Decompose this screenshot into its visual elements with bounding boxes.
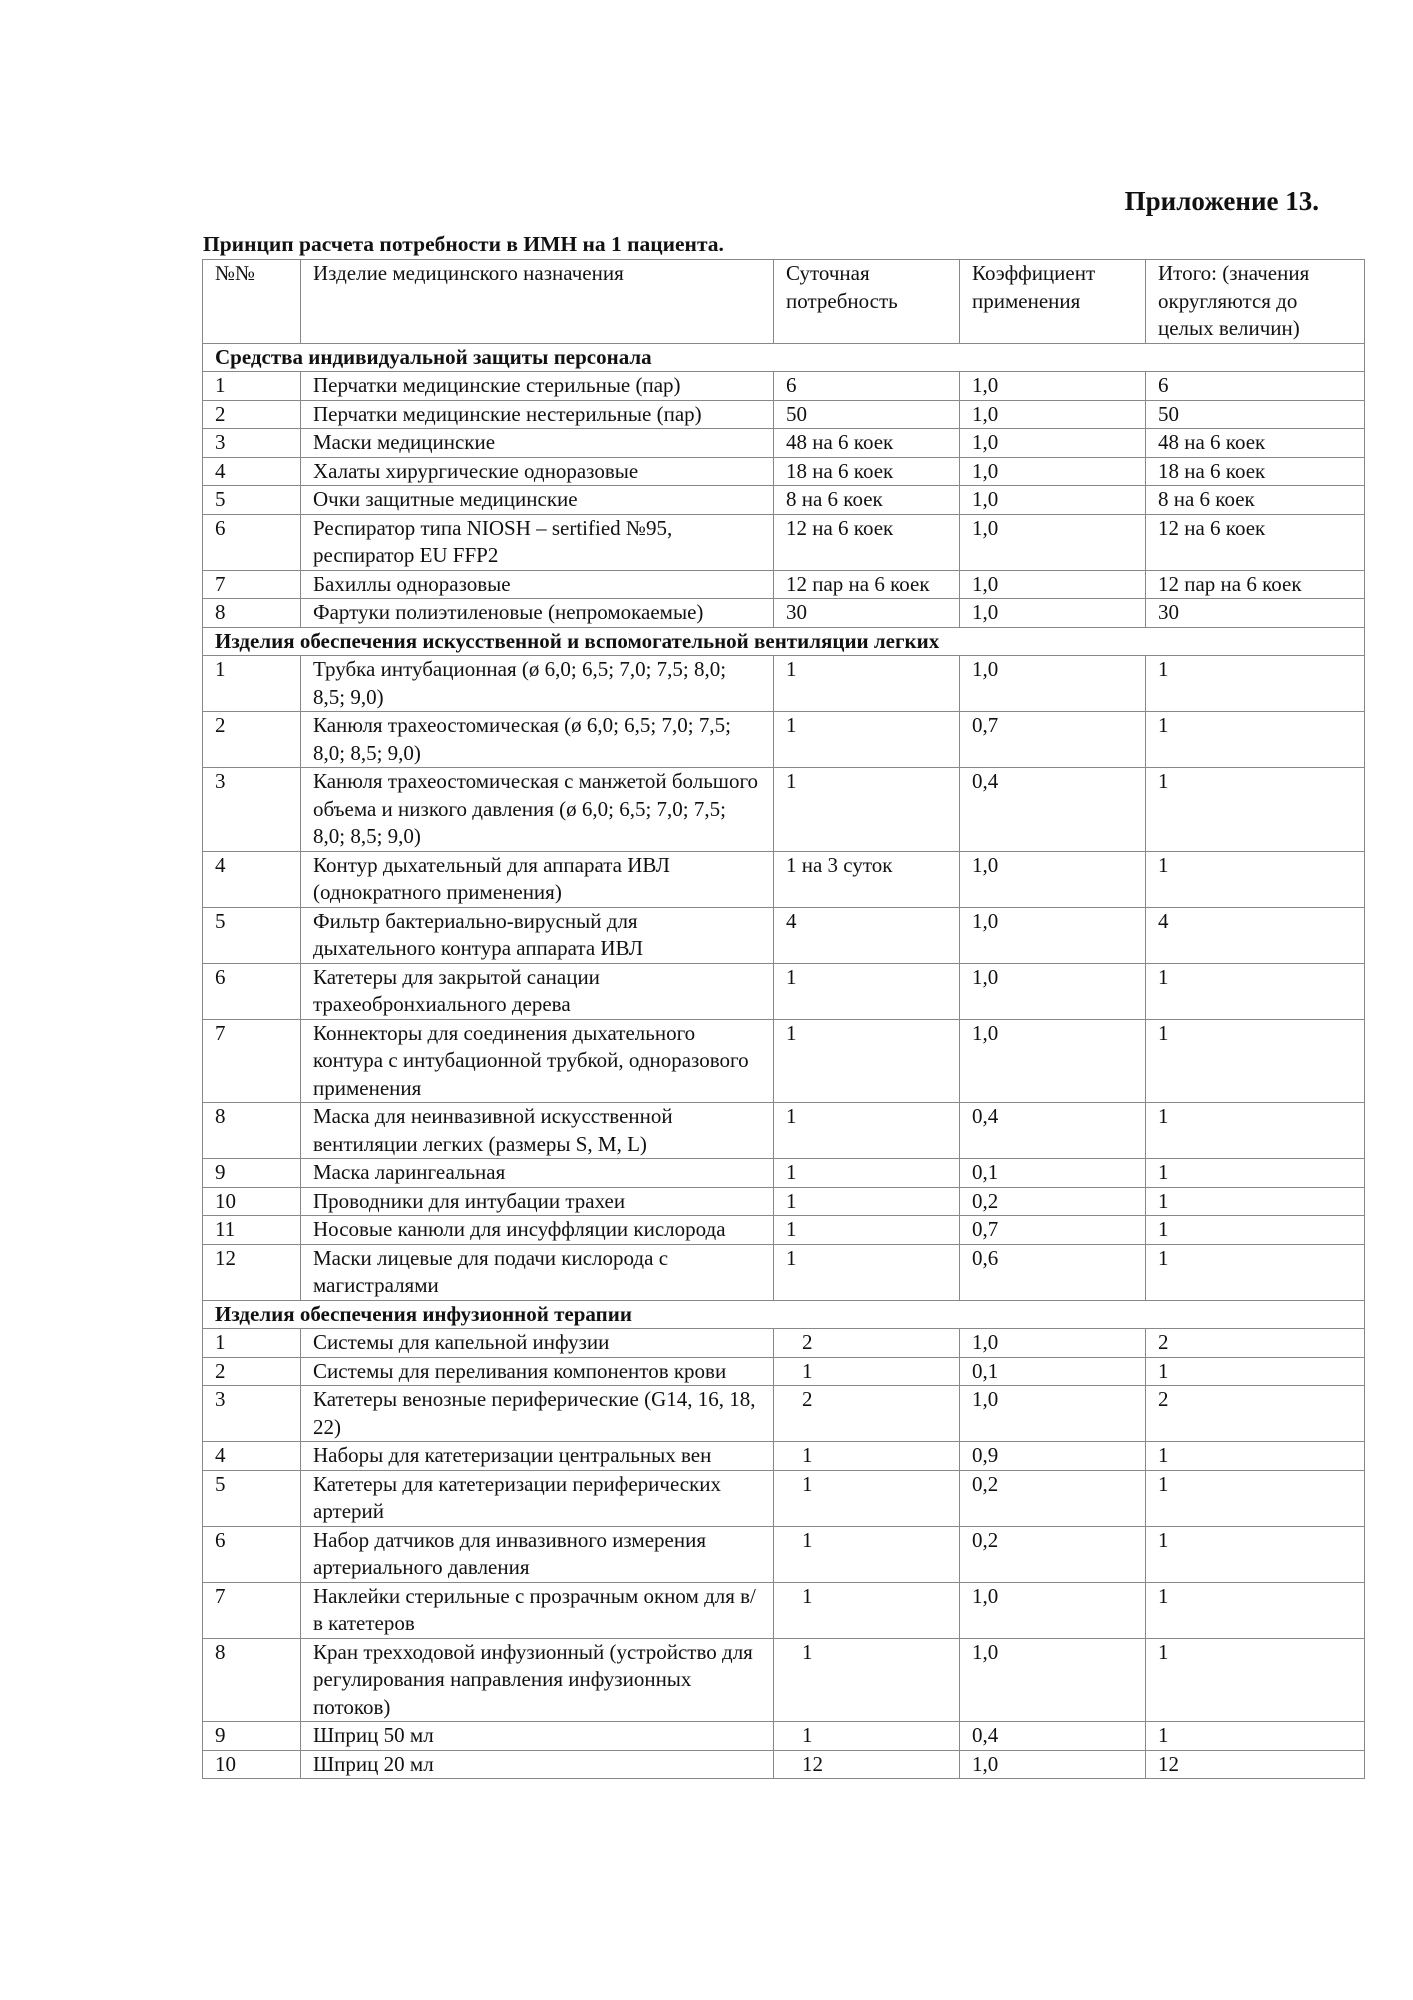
cell-total: 12 пар на 6 коек xyxy=(1146,570,1365,599)
cell-num: 2 xyxy=(203,1357,301,1386)
table-row xyxy=(203,400,1365,429)
cell-coef: 0,4 xyxy=(960,1722,1146,1751)
cell-item: Фартуки полиэтиленовые (непромокаемые) xyxy=(301,599,774,628)
cell-num: 8 xyxy=(203,1638,301,1722)
cell-num: 10 xyxy=(203,1187,301,1216)
cell-daily: 1 xyxy=(774,1244,960,1300)
table-row xyxy=(203,1244,1365,1300)
cell-item: Маски лицевые для подачи кислорода с магистралями xyxy=(301,1244,774,1300)
cell-item: Канюля трахеостомическая с манжетой большого объема и низкого давления (ø 6,0; 6,5; 7,0; 7,5; 8,0; 8,5; 9,0) xyxy=(301,768,774,852)
cell-item: Катетеры для закрытой санации трахеобронхиального дерева xyxy=(301,963,774,1019)
cell-total: 1 xyxy=(1146,1470,1365,1526)
section-header-row xyxy=(203,1300,1365,1329)
cell-daily: 1 xyxy=(774,1216,960,1245)
cell-daily: 1 xyxy=(774,1442,960,1471)
cell-coef: 0,4 xyxy=(960,1103,1146,1159)
cell-item: Маска для неинвазивной искусственной вентиляции легких (размеры S, M, L) xyxy=(301,1103,774,1159)
cell-total: 1 xyxy=(1146,1019,1365,1103)
cell-coef: 1,0 xyxy=(960,372,1146,401)
cell-total: 1 xyxy=(1146,1187,1365,1216)
cell-num: 1 xyxy=(203,372,301,401)
table-row xyxy=(203,1442,1365,1471)
appendix-label: Приложение 13. xyxy=(1124,186,1319,216)
cell-total: 6 xyxy=(1146,372,1365,401)
cell-item: Перчатки медицинские нестерильные (пар) xyxy=(301,400,774,429)
table-header xyxy=(203,260,1365,344)
table-row xyxy=(203,514,1365,570)
section-header-row xyxy=(203,343,1365,372)
cell-num: 2 xyxy=(203,400,301,429)
table-row xyxy=(203,1750,1365,1779)
cell-total: 50 xyxy=(1146,400,1365,429)
cell-item: Коннекторы для соединения дыхательного контура с интубационной трубкой, одноразового применения xyxy=(301,1019,774,1103)
cell-num: 3 xyxy=(203,429,301,458)
cell-item: Набор датчиков для инвазивного измерения артериального давления xyxy=(301,1526,774,1582)
section-header-row xyxy=(203,627,1365,656)
cell-coef: 0,6 xyxy=(960,1244,1146,1300)
cell-num: 11 xyxy=(203,1216,301,1245)
cell-coef: 1,0 xyxy=(960,599,1146,628)
cell-coef: 1,0 xyxy=(960,514,1146,570)
cell-total: 1 xyxy=(1146,851,1365,907)
cell-num: 2 xyxy=(203,712,301,768)
cell-daily: 6 xyxy=(774,372,960,401)
table-row xyxy=(203,1722,1365,1751)
cell-daily: 48 на 6 коек xyxy=(774,429,960,458)
cell-num: 6 xyxy=(203,1526,301,1582)
cell-total: 4 xyxy=(1146,907,1365,963)
section-title: Изделия обеспечения инфузионной терапии xyxy=(203,1300,1365,1329)
cell-daily: 12 пар на 6 коек xyxy=(774,570,960,599)
cell-item: Фильтр бактериально-вирусный для дыхательного контура аппарата ИВЛ xyxy=(301,907,774,963)
cell-coef: 1,0 xyxy=(960,429,1146,458)
cell-num: 9 xyxy=(203,1159,301,1188)
page-title: Принцип расчета потребности в ИМН на 1 пациента. xyxy=(203,232,724,256)
cell-coef: 1,0 xyxy=(960,907,1146,963)
cell-daily: 1 xyxy=(774,1722,960,1751)
cell-item: Халаты хирургические одноразовые xyxy=(301,457,774,486)
table-row xyxy=(203,1216,1365,1245)
cell-daily: 4 xyxy=(774,907,960,963)
cell-num: 12 xyxy=(203,1244,301,1300)
cell-total: 1 xyxy=(1146,1103,1365,1159)
cell-daily: 2 xyxy=(774,1386,960,1442)
cell-item: Очки защитные медицинские xyxy=(301,486,774,515)
cell-total: 1 xyxy=(1146,1159,1365,1188)
cell-item: Шприц 50 мл xyxy=(301,1722,774,1751)
table-row xyxy=(203,1019,1365,1103)
cell-item: Контур дыхательный для аппарата ИВЛ (однократного применения) xyxy=(301,851,774,907)
cell-num: 5 xyxy=(203,907,301,963)
cell-coef: 0,2 xyxy=(960,1526,1146,1582)
cell-total: 30 xyxy=(1146,599,1365,628)
cell-total: 2 xyxy=(1146,1386,1365,1442)
table-row xyxy=(203,570,1365,599)
cell-daily: 1 xyxy=(774,768,960,852)
cell-daily: 50 xyxy=(774,400,960,429)
table-row xyxy=(203,1386,1365,1442)
cell-daily: 1 xyxy=(774,1019,960,1103)
header-row xyxy=(203,260,1365,344)
cell-total: 1 xyxy=(1146,1638,1365,1722)
cell-daily: 1 xyxy=(774,963,960,1019)
cell-coef: 1,0 xyxy=(960,851,1146,907)
cell-item: Катетеры венозные периферические (G14, 16, 18, 22) xyxy=(301,1386,774,1442)
cell-coef: 1,0 xyxy=(960,1638,1146,1722)
cell-total: 48 на 6 коек xyxy=(1146,429,1365,458)
cell-item: Канюля трахеостомическая (ø 6,0; 6,5; 7,0; 7,5; 8,0; 8,5; 9,0) xyxy=(301,712,774,768)
cell-total: 1 xyxy=(1146,1216,1365,1245)
cell-item: Трубка интубационная (ø 6,0; 6,5; 7,0; 7,5; 8,0; 8,5; 9,0) xyxy=(301,656,774,712)
cell-coef: 1,0 xyxy=(960,1019,1146,1103)
table-row xyxy=(203,1329,1365,1358)
cell-coef: 0,7 xyxy=(960,712,1146,768)
cell-total: 12 xyxy=(1146,1750,1365,1779)
cell-daily: 1 xyxy=(774,1526,960,1582)
table-row xyxy=(203,1357,1365,1386)
cell-daily: 1 xyxy=(774,656,960,712)
cell-total: 1 xyxy=(1146,1244,1365,1300)
cell-num: 4 xyxy=(203,1442,301,1471)
cell-total: 1 xyxy=(1146,656,1365,712)
table-row xyxy=(203,1103,1365,1159)
cell-daily: 18 на 6 коек xyxy=(774,457,960,486)
table-row xyxy=(203,1187,1365,1216)
cell-coef: 1,0 xyxy=(960,570,1146,599)
table-row xyxy=(203,1470,1365,1526)
cell-item: Катетеры для катетеризации периферических артерий xyxy=(301,1470,774,1526)
cell-daily: 1 xyxy=(774,712,960,768)
header-daily: Суточная потребность xyxy=(774,260,960,344)
cell-item: Системы для капельной инфузии xyxy=(301,1329,774,1358)
cell-coef: 1,0 xyxy=(960,1329,1146,1358)
cell-num: 4 xyxy=(203,851,301,907)
cell-total: 1 xyxy=(1146,768,1365,852)
section-group xyxy=(203,343,1365,627)
cell-coef: 1,0 xyxy=(960,457,1146,486)
requirements-table xyxy=(202,259,1365,1779)
cell-num: 7 xyxy=(203,570,301,599)
cell-num: 6 xyxy=(203,963,301,1019)
cell-coef: 1,0 xyxy=(960,1386,1146,1442)
cell-daily: 12 на 6 коек xyxy=(774,514,960,570)
cell-num: 3 xyxy=(203,1386,301,1442)
cell-num: 8 xyxy=(203,599,301,628)
section-group xyxy=(203,627,1365,1300)
cell-coef: 1,0 xyxy=(960,656,1146,712)
cell-item: Перчатки медицинские стерильные (пар) xyxy=(301,372,774,401)
section-title: Средства индивидуальной защиты персонала xyxy=(203,343,1365,372)
cell-total: 1 xyxy=(1146,1526,1365,1582)
cell-total: 1 xyxy=(1146,712,1365,768)
cell-total: 8 на 6 коек xyxy=(1146,486,1365,515)
cell-item: Респиратор типа NIOSH – sertified №95, респиратор EU FFP2 xyxy=(301,514,774,570)
cell-num: 9 xyxy=(203,1722,301,1751)
cell-item: Системы для переливания компонентов крови xyxy=(301,1357,774,1386)
cell-num: 4 xyxy=(203,457,301,486)
cell-coef: 1,0 xyxy=(960,1750,1146,1779)
cell-coef: 0,1 xyxy=(960,1159,1146,1188)
cell-total: 1 xyxy=(1146,1582,1365,1638)
cell-daily: 1 xyxy=(774,1159,960,1188)
cell-daily: 1 xyxy=(774,1582,960,1638)
cell-item: Наклейки стерильные с прозрачным окном для в/в катетеров xyxy=(301,1582,774,1638)
cell-daily: 2 xyxy=(774,1329,960,1358)
cell-num: 5 xyxy=(203,1470,301,1526)
table-row xyxy=(203,372,1365,401)
cell-total: 1 xyxy=(1146,1357,1365,1386)
cell-num: 6 xyxy=(203,514,301,570)
cell-num: 1 xyxy=(203,656,301,712)
header-coef: Коэффициент применения xyxy=(960,260,1146,344)
cell-item: Наборы для катетеризации центральных вен xyxy=(301,1442,774,1471)
cell-daily: 1 xyxy=(774,1187,960,1216)
cell-total: 1 xyxy=(1146,963,1365,1019)
table-row xyxy=(203,963,1365,1019)
section-group xyxy=(203,1300,1365,1779)
table-row xyxy=(203,1638,1365,1722)
cell-coef: 0,2 xyxy=(960,1470,1146,1526)
table-row xyxy=(203,1582,1365,1638)
cell-num: 8 xyxy=(203,1103,301,1159)
cell-num: 1 xyxy=(203,1329,301,1358)
cell-coef: 0,4 xyxy=(960,768,1146,852)
cell-total: 1 xyxy=(1146,1722,1365,1751)
cell-coef: 1,0 xyxy=(960,400,1146,429)
cell-item: Маска ларингеальная xyxy=(301,1159,774,1188)
table-row xyxy=(203,599,1365,628)
cell-num: 5 xyxy=(203,486,301,515)
cell-daily: 30 xyxy=(774,599,960,628)
section-title: Изделия обеспечения искусственной и вспомогательной вентиляции легких xyxy=(203,627,1365,656)
table-row xyxy=(203,656,1365,712)
cell-coef: 0,2 xyxy=(960,1187,1146,1216)
table-row xyxy=(203,907,1365,963)
cell-item: Носовые канюли для инсуффляции кислорода xyxy=(301,1216,774,1245)
cell-item: Проводники для интубации трахеи xyxy=(301,1187,774,1216)
cell-daily: 8 на 6 коек xyxy=(774,486,960,515)
cell-num: 10 xyxy=(203,1750,301,1779)
cell-total: 1 xyxy=(1146,1442,1365,1471)
cell-coef: 1,0 xyxy=(960,486,1146,515)
cell-item: Бахиллы одноразовые xyxy=(301,570,774,599)
cell-daily: 1 xyxy=(774,1103,960,1159)
cell-coef: 0,9 xyxy=(960,1442,1146,1471)
table-row xyxy=(203,1159,1365,1188)
cell-num: 7 xyxy=(203,1582,301,1638)
cell-total: 12 на 6 коек xyxy=(1146,514,1365,570)
cell-total: 2 xyxy=(1146,1329,1365,1358)
header-item: Изделие медицинского назначения xyxy=(301,260,774,344)
table-row xyxy=(203,457,1365,486)
cell-daily: 1 xyxy=(774,1638,960,1722)
table-row xyxy=(203,768,1365,852)
table-row xyxy=(203,429,1365,458)
cell-item: Кран трехходовой инфузионный (устройство для регулирования направления инфузионных потоков) xyxy=(301,1638,774,1722)
cell-coef: 1,0 xyxy=(960,963,1146,1019)
table-row xyxy=(203,1526,1365,1582)
table-row xyxy=(203,486,1365,515)
cell-daily: 1 на 3 суток xyxy=(774,851,960,907)
cell-coef: 1,0 xyxy=(960,1582,1146,1638)
table-row xyxy=(203,851,1365,907)
cell-daily: 12 xyxy=(774,1750,960,1779)
cell-coef: 0,1 xyxy=(960,1357,1146,1386)
cell-daily: 1 xyxy=(774,1470,960,1526)
header-total: Итого: (значения округляются до целых величин) xyxy=(1146,260,1365,344)
cell-total: 18 на 6 коек xyxy=(1146,457,1365,486)
cell-coef: 0,7 xyxy=(960,1216,1146,1245)
cell-num: 7 xyxy=(203,1019,301,1103)
header-num: №№ xyxy=(203,260,301,344)
cell-daily: 1 xyxy=(774,1357,960,1386)
cell-num: 3 xyxy=(203,768,301,852)
table-row xyxy=(203,712,1365,768)
cell-item: Маски медицинские xyxy=(301,429,774,458)
cell-item: Шприц 20 мл xyxy=(301,1750,774,1779)
